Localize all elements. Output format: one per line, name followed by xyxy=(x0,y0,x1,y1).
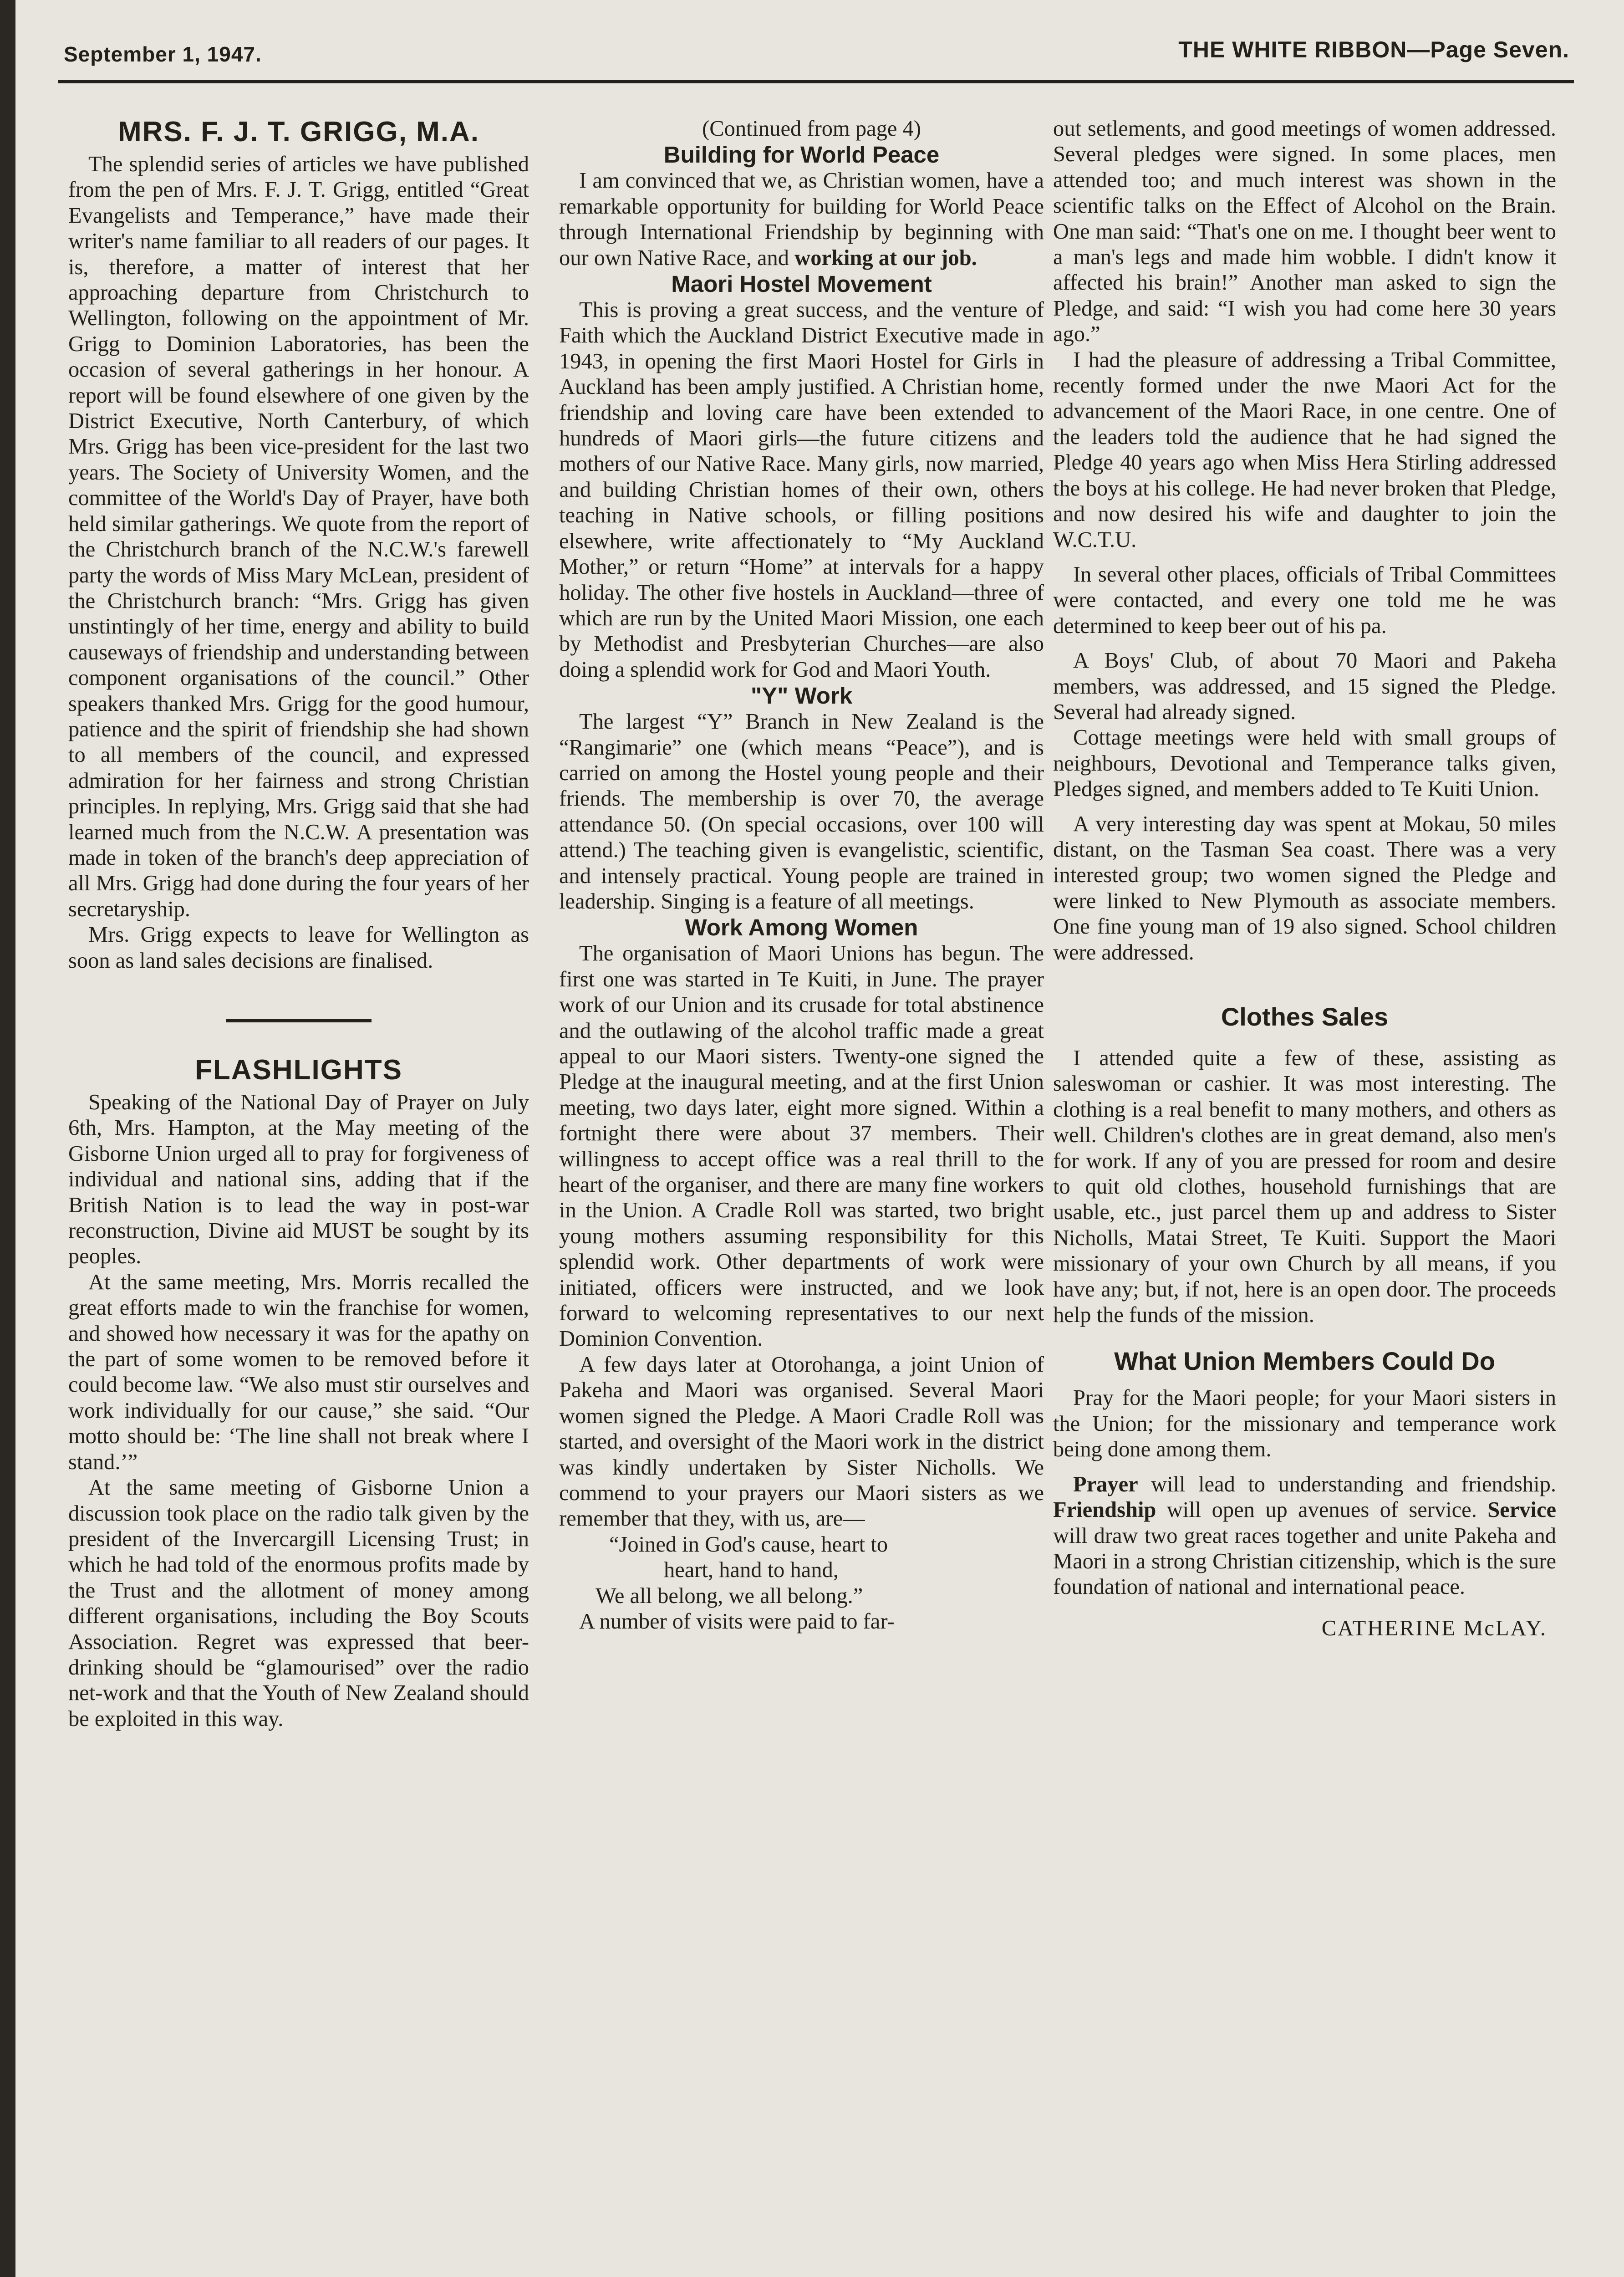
settlements-paragraph: out setlements, and good meetings of women addressed. Several pledges were signed. In some places, men attended too; and much interest was shown in the scientific talks on the Effect of Alcohol on the Brain. One man said: “That's one on me. I thought beer went to a man's legs and made him wobble. I didn't know it affected his brain!” Another man asked to sign the Pledge, and said: “I wish you had come here 30 years ago.” xyxy=(1053,117,1556,347)
section-divider xyxy=(226,1019,372,1022)
hostel-paragraph: This is proving a great success, and the venture of Faith which the Auckland District Executive made in 1943, in opening the first Maori Hostel for Girls in Auckland has been amply justified. A Christian home, friendship and loving care have been extended to hundreds of Maori girls—the future citizens and mothers of our Native Race. Many girls, now married, and building Christian homes of their own, others teaching in Native schools, or filling positions elsewhere, write affectionately to “My Auckland Mother,” or return “Home” at intervals for a happy holiday. The other five hostels in Auckland—three of which are run by the United Maori Mission, one each by Methodist and Presbyterian Churches—are also doing a splendid work for God and Maori Youth. xyxy=(559,298,1044,682)
visits-paragraph: A number of visits were paid to far- xyxy=(579,1609,895,1634)
column-3 xyxy=(1053,116,1556,1641)
heading-union-members: What Union Members Could Do xyxy=(1114,1347,1495,1376)
continued-note: (Continued from page 4) xyxy=(702,117,921,141)
column-1 xyxy=(68,116,529,1732)
flashlights-paragraph-2: At the same meeting, Mrs. Morris recalled the great efforts made to win the franchise for women, and showed how necessary it was for the apathy on the part of some women to be removed before it could become law. “We also must stir ourselves and work individually for our cause,” she said. “Our motto should be: ‘The line shall not break where I stand.’” xyxy=(68,1270,529,1474)
y-work-paragraph: The largest “Y” Branch in New Zealand is the “Rangimarie” one (which means “Peace”), and is carried on among the Hostel young people and their friends. The membership is over 70, the average attendance 50. (On special occasions, over 100 will attend.) The teaching given is evangelistic, scientific, and intensely practical. Young people are trained in leadership. Singing is a feature of all meetings. xyxy=(559,710,1044,914)
heading-clothes-sales: Clothes Sales xyxy=(1221,1002,1389,1031)
flashlights-paragraph-1: Speaking of the National Day of Prayer on July 6th, Mrs. Hampton, at the May meeting of the Gisborne Union urged all to pray for forgiveness of individual and national sins, adding that if the British Nation is to lead the way in post-war reconstruction, Divine aid MUST be sought by its peoples. xyxy=(68,1090,529,1269)
clothes-paragraph: I attended quite a few of these, assisting as saleswoman or cashier. It was most interesting. The clothing is a real benefit to many mothers, and others as well. Children's clothes are in great demand, also men's for work. If any of you are pressed for room and desire to quit old clothes, household furnishings that are usable, etc., just parcel them up and address to Sister Nicholls, Matai Street, Te Kuiti. Support the Maori missionary of your own Church by all means, if you have any; but, if not, here is an open door. The proceeds help the funds of the mission. xyxy=(1053,1046,1556,1327)
verse-line-1: “Joined in God's cause, heart to xyxy=(609,1532,888,1557)
flashlights-paragraph-3: At the same meeting of Gisborne Union a discussion took place on the radio talk given by the president of the Invercargill Licensing Trust; in which he had told of the enormous profits made by the Trust and the allotment of money among different organisations, including the Boy Scouts Association. Regret was expressed that beer-drinking should be “glamourised” over the radio net-work and that the Youth of New Zealand should be exploited in this way. xyxy=(68,1475,529,1731)
several-places-paragraph: In several other places, officials of Tribal Committees were contacted, and every one told me he was determined to keep beer out of his pa. xyxy=(1053,562,1556,638)
header-rule xyxy=(58,80,1574,83)
article-title-grigg: MRS. F. J. T. GRIGG, M.A. xyxy=(117,116,480,148)
author-signature: CATHERINE McLAY. xyxy=(1321,1616,1547,1640)
women-paragraph-1: The organisation of Maori Unions has begun. The first one was started in Te Kuiti, in June. The prayer work of our Union and its crusade for total abstinence and the outlawing of the alcohol traffic made a great appeal to our Maori sisters. Twenty-one signed the Pledge at the inaugural meeting, and at the first Union meeting, two days later, eight more signed. Within a fortnight there were about 37 members. Their willingness to accept office was a real thrill to the heart of the organiser, and there are many fine workers in the Union. A Cradle Roll was started, two bright young mothers assuming responsibility for this splendid work. Other departments of work were initiated, officers were instructed, and we look forward to welcoming representatives to our next Dominion Convention. xyxy=(559,941,1044,1351)
friendship-word: Friendship xyxy=(1053,1498,1156,1522)
service-word: Service xyxy=(1487,1498,1556,1522)
prayer-friendship-service-paragraph xyxy=(1053,1472,1556,1600)
scan-edge xyxy=(0,0,15,2277)
grigg-paragraph-2: Mrs. Grigg expects to leave for Wellington as soon as land sales decisions are finalised. xyxy=(68,923,529,973)
tribal-paragraph: I had the pleasure of addressing a Tribal Committee, recently formed under the nwe Maori Act for the advancement of the Maori Race, in one centre. One of the leaders told the audience that he had signed the Pledge 40 years ago when Miss Hera Stirling addressed the boys at his college. He had never broken that Pledge, and now desired his wife and daughter to join the W.C.T.U. xyxy=(1053,347,1556,552)
mokau-paragraph: A very interesting day was spent at Mokau, 50 miles distant, on the Tasman Sea coast. There was a very interested group; two women signed the Pledge and were linked to New Plymouth as associate members. One fine young man of 19 also signed. School children were addressed. xyxy=(1053,812,1556,965)
service-text: will draw two great races together and unite Pakeha and Maori in a strong Christian citizenship, which is the sure foundation of national and international peace. xyxy=(1053,1523,1556,1599)
cottage-paragraph: Cottage meetings were held with small groups of neighbours, Devotional and Temperance talks given, Pledges signed, and members added to Te Kuiti Union. xyxy=(1053,725,1556,802)
verse-line-3: We all belong, we all belong.” xyxy=(596,1583,863,1608)
prayer-text: will lead to understanding and friendship. xyxy=(1138,1472,1556,1496)
prayer-word: Prayer xyxy=(1073,1472,1138,1496)
world-peace-paragraph xyxy=(559,168,1044,271)
boys-club-paragraph: A Boys' Club, of about 70 Maori and Pakeha members, was addressed, and 15 signed the Pledge. Several had already signed. xyxy=(1053,648,1556,724)
heading-world-peace: Building for World Peace xyxy=(663,142,940,168)
friendship-text: will open up avenues of service. xyxy=(1156,1498,1488,1522)
grigg-paragraph-1: The splendid series of articles we have published from the pen of Mrs. F. J. T. Grigg, entitled “Great Evangelists and Temperance,” have made their writer's name familiar to all readers of our pages. It is, therefore, a matter of interest that her approaching departure from Christchurch to Wellington, following on the appointment of Mr. Grigg to Dominion Laboratories, has been the occasion of several gatherings in her honour. A report will be found elsewhere of one given by the District Executive, North Canterbury, of which Mrs. Grigg has been vice-president for the last two years. The Society of University Women, and the committee of the World's Day of Prayer, have both held similar gatherings. We quote from the report of the Christchurch branch of the N.C.W.'s farewell party the words of Miss Mary McLean, president of the Christchurch branch: “Mrs. Grigg has given unstintingly of her time, energy and ability to build causeways of friendship and understanding between component organisations of the council.” Other speakers thanked Mrs. Grigg for the good humour, patience and the spirit of friendship she had shown to all members of the council, and expressed admiration for her fairness and strong Christian principles. In replying, Mrs. Grigg said that she had learned much from the N.C.W. A presentation was made in token of the branch's deep appreciation of all Mrs. Grigg had done during the four years of her secretaryship. xyxy=(68,152,529,921)
article-title-flashlights: FLASHLIGHTS xyxy=(195,1054,402,1086)
column-2 xyxy=(559,116,1044,1634)
world-peace-text: I am convinced that we, as Christian women, have a remarkable opportunity for building for World Peace through International Friendship by beginning with our own Native Race, and xyxy=(559,168,1044,270)
issue-date: September 1, 1947. xyxy=(64,42,262,66)
page-title: THE WHITE RIBBON—Page Seven. xyxy=(1178,37,1569,62)
union-paragraph: Pray for the Maori people; for your Maori sisters in the Union; for the missionary and temperance work being done among them. xyxy=(1053,1386,1556,1462)
heading-maori-hostel: Maori Hostel Movement xyxy=(671,271,932,297)
verse-line-2: heart, hand to hand, xyxy=(664,1558,839,1583)
women-paragraph-2: A few days later at Otorohanga, a joint Union of Pakeha and Maori was organised. Several Maori women signed the Pledge. A Maori Cradle Roll was started, and oversight of the Maori work in the district was kindly undertaken by Sister Nicholls. We commend to your prayers our Maori sisters as we remember that they, with us, are— xyxy=(559,1352,1044,1531)
heading-y-work: "Y" Work xyxy=(750,683,853,709)
heading-work-among-women: Work Among Women xyxy=(685,914,918,941)
world-peace-bold: working at our job. xyxy=(794,245,977,270)
